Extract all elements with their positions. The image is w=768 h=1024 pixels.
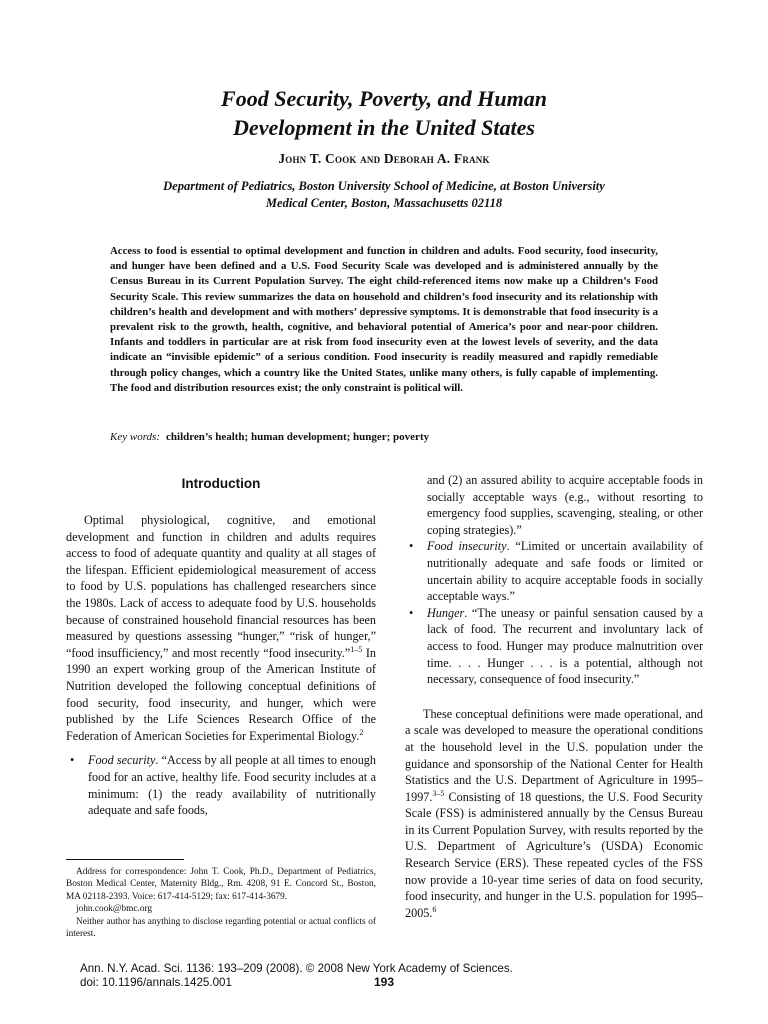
footnote: [66, 866, 376, 940]
affiliation-line-1: Department of Pediatrics, Boston University School of Medicine, at Boston University: [163, 179, 605, 193]
term-hunger: Hunger: [427, 605, 465, 620]
right-column: [405, 472, 703, 921]
list-item: • Hunger. “The uneasy or painful sensation caused by a lack of food. The recurrent and involuntary lack of access to food. Hunger may produce malnutrition over time. . . . Hunger . . . is a potential, although not necessary, consequence of food insecurity.”: [409, 605, 703, 687]
citation-doi: doi: 10.1196/annals.1425.001: [80, 976, 232, 989]
citation-line-1: Ann. N.Y. Acad. Sci. 1136: 193–209 (2008). © 2008 New York Academy of Sciences.: [80, 962, 513, 975]
keywords: [110, 431, 658, 443]
term-food-insecurity: Food insecurity: [427, 539, 507, 554]
affiliation-line-2: Medical Center, Boston, Massachusetts 02118: [265, 196, 503, 210]
article-title: [0, 84, 768, 142]
intro-paragraph-1: Optimal physiological, cognitive, and emotional development and function in children and adults requires access to food of adequate quantity and quality at all stages of the lifespan. Efficient epidemiological measurement of access to food by U.S. populations has challenged researchers since the 1980s. Lack of access to adequate food by U.S. households because of constrained household financial resources has been measured by questions assessing “hunger,” “risk of hunger,” “food insufficiency,” and most recently “food insecurity.”$^{1-5}$ In 1990 an expert working group of the American Institute of Nutrition developed the following conceptual definitions of food security, food insecurity, and hunger, which were published by the Life Sciences Research Office of the Federation of American Societies for Experimental Biology.$^2$: [66, 513, 376, 743]
bullet-continuation: and (2) an assured ability to acquire acceptable foods in socially acceptable ways (e.g., without resorting to emergency food supplies, scavenging, stealing, or other coping strategies).”: [427, 473, 703, 537]
term-food-security: Food security: [88, 753, 156, 768]
bullet-icon: •: [409, 605, 414, 620]
footnote-email: john.cook@bmc.org: [76, 904, 153, 915]
section-heading-introduction: Introduction: [181, 476, 261, 491]
page-number: 193: [373, 975, 395, 989]
affiliation: [90, 178, 678, 212]
definition-list: [66, 752, 376, 818]
authors: John T. Cook and Deborah A. Frank: [278, 151, 490, 166]
definition-list-cont: [405, 538, 703, 687]
footnote-address: Address for correspondence: John T. Cook, Ph.D., Department of Pediatrics, Boston Medical Center, Maternity Bldg., Rm. 4208, 91 E. Concord St., Boston, MA 02118-2393. Voice: 617-414-5129; fax: 617-414-3679.: [66, 867, 376, 902]
abstract: Access to food is essential to optimal development and function in children and adults. Food security, food insecurity, and hunger have been defined and a U.S. Food Security Scale was developed and is administered annually by the Census Bureau in its Current Population Survey. The eight child-referenced items now make up a Children’s Food Security Scale. This review summarizes the data on household and children’s food insecurity and its relationship with children’s health and development and with mothers’ depressive symptoms. It is demonstrable that food insecurity is a prevalent risk to the growth, health, cognitive, and behavioral potential of America’s poor and near-poor children. Infants and toddlers in particular are at risk from food insecurity even at the lowest levels of severity, and the data indicate an “invisible epidemic” of a serious condition. Food insecurity is readily measured and rapidly remediable through policy changes, which a country like the United States, unlike many others, is fully capable of implementing. The food and distribution resources exist; the only constraint is political will.: [110, 245, 658, 394]
title-line-1: Food Security, Poverty, and Human: [221, 86, 547, 111]
bullet-icon: •: [70, 753, 75, 768]
left-column: [66, 476, 376, 819]
footnote-conflict: Neither author has anything to disclose regarding potential or actual conflicts of interest.: [66, 916, 376, 940]
intro-paragraph-2: These conceptual definitions were made operational, and a scale was developed to measure the operational conditions at the household level in the U.S. population under the guidance and sponsorship of the National Center for Health Statistics and the U.S. Department of Agriculture in 1995–1997.$^{3-5}$ Consisting of 18 questions, the U.S. Food Security Scale (FSS) is administered annually by the Census Bureau in its Current Population Survey, with results reported by the U.S. Department of Agriculture’s (USDA) Economic Research Service (ERS). These repeated cycles of the FSS now provide a 10-year time series of data on food security, food insecurity, and hunger in the U.S. population for 1995–2005.$^6$: [405, 706, 703, 920]
keywords-text: children’s health; human development; hunger; poverty: [166, 431, 430, 443]
list-item: • Food security. “Access by all people at all times to enough food for an active, healthy life. Food security includes at a minimum: (1) the ready availability of nutritionally adequate and safe foods,: [70, 753, 376, 818]
list-item: • Food insecurity. “Limited or uncertain availability of nutritionally adequate and safe foods or limited or uncertain ability to acquire acceptable foods in socially acceptable ways.”: [409, 539, 703, 604]
footnote-divider: [66, 859, 184, 860]
bullet-icon: •: [409, 539, 414, 554]
title-line-2: Development in the United States: [233, 115, 535, 140]
keywords-label: Key words:: [110, 431, 161, 443]
